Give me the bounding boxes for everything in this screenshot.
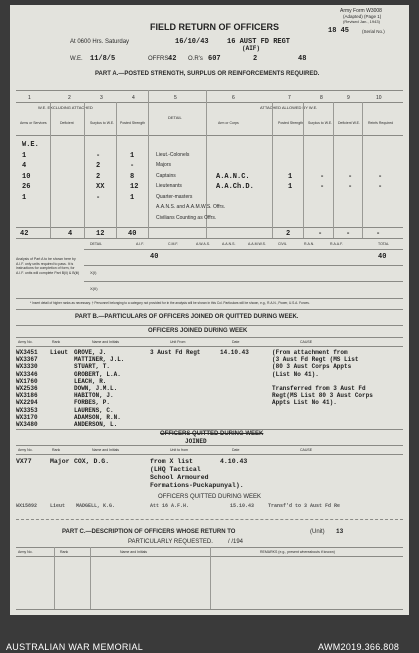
analysis-total-value: 40 <box>378 253 387 261</box>
total-c1: 42 <box>20 230 29 238</box>
part-a-row-c1: W.E. <box>22 141 39 149</box>
joined-head: Rank <box>52 340 61 344</box>
quitted-head: Name and Initials <box>92 448 120 452</box>
col-number-3: 3 <box>100 95 103 101</box>
part-a-row-c3: 2 <box>96 172 101 181</box>
analysis-head: A.I.F. <box>136 242 144 246</box>
total-c9: - <box>346 230 351 238</box>
total-c8: - <box>318 230 323 238</box>
analysis-head: A.W.A.S. <box>196 242 211 246</box>
joined-head: Date <box>232 340 240 344</box>
joined-row-name: LEACH, R. <box>74 377 107 385</box>
part-a-row-c7: 1 <box>288 183 293 191</box>
joined-row-army_no: WX3330 <box>16 363 38 371</box>
quitted-row-rank: Lieut <box>50 503 66 509</box>
joined-row-army_no: WX3480 <box>16 421 38 428</box>
part-a-row-detail: Lieut.-Colonels <box>156 151 190 158</box>
analysis-head: CIVIL <box>278 242 287 246</box>
quitted-head: Rank <box>52 448 61 452</box>
col-number-6: 6 <box>232 95 235 101</box>
quitted-row-army_no: VX77 <box>16 458 32 465</box>
joined-row-army_no: WX1760 <box>16 377 38 385</box>
analysis-head: R.A.A.F. <box>330 242 343 246</box>
part-a-row-c3: - <box>96 151 101 160</box>
quitted-head: CAUSE <box>300 448 313 452</box>
part-a-row-c9: - <box>348 172 353 181</box>
aif-label: (AIF) <box>242 45 261 52</box>
quitted-heading-2: OFFICERS QUITTED DURING WEEK <box>158 494 262 500</box>
part-a-row-c10: - <box>378 183 383 191</box>
joined-row-cause: Regt(MS List 80 3 Aust Corps <box>272 392 373 400</box>
joined-row-name: GROVE, J. <box>74 349 107 356</box>
joined-row-name: LAURENS, C. <box>74 406 114 414</box>
part-a-row-detail: Captains <box>156 172 176 179</box>
total-c2: 4 <box>68 230 73 238</box>
head-posted: Posted Strength <box>120 121 146 125</box>
at-line-label: At 0600 Hrs. Saturday <box>70 39 130 45</box>
head-posted-2: Posted Strength <box>278 121 304 125</box>
analysis-head: DETAIL <box>90 242 102 246</box>
part-c-date-blank: / /194 <box>228 539 244 545</box>
quitted-title-struck: OFFICERS QUITTED DURING WEEK <box>160 431 264 437</box>
analysis-head: A.A.N.S. <box>222 242 236 246</box>
we-value: 11/8/5 <box>90 55 116 63</box>
part-c-head-rank: Rank <box>60 550 69 554</box>
col-number-10: 10 <box>376 95 382 101</box>
col-number-4: 4 <box>132 95 135 101</box>
part-a-row-c4: 1 <box>130 193 135 202</box>
analysis-head: TOTAL <box>378 242 389 246</box>
head-surplus: Surplus to W.E. <box>90 121 115 125</box>
joined-row-cause: (From attachment from <box>272 349 348 356</box>
part-a-row-c7: 1 <box>288 172 293 181</box>
joined-row-cause: (80 3 Aust Corps Appts <box>272 363 352 371</box>
analysis-head: R.A.N. <box>304 242 315 246</box>
joined-head: Name and Initials <box>92 340 120 344</box>
quitted-row-date: 15.10.43 <box>230 503 255 509</box>
head-reinfs: Reinfs Required <box>368 121 394 125</box>
joined-row-date: 14.10.43 <box>220 349 249 356</box>
return-date: 16/10/43 <box>175 38 209 46</box>
part-b-title: PART B.—PARTICULARS OF OFFICERS JOINED OR QUITTED DURING WEEK. <box>75 314 299 320</box>
quitted-head: Army No. <box>18 448 33 452</box>
joined-title: OFFICERS JOINED DURING WEEK <box>148 328 248 334</box>
joined-row-name: DOWN, J.M.L. <box>74 385 118 392</box>
att-ors-value: 48 <box>298 55 307 63</box>
footnote: * Insert detail of higher ranks as necessary. † Personnel belonging to a category not provided for in the analysis will be shown in this Col. Particulars will be shown, e.g., R.A.N., Power, U.S.A. Forces. <box>30 301 310 305</box>
joined-row-cause: Transferred from 3 Aust Fd <box>272 385 366 392</box>
joined-row-name: ADAMSON, R.N. <box>74 413 121 421</box>
quitted-row-name: MADGELL, K.G. <box>76 503 116 509</box>
head-surplus-2: Surplus to W.E. <box>308 121 333 125</box>
head-deficient-2: Deficient W.E. <box>338 121 360 125</box>
archive-footer <box>0 618 419 653</box>
part-a-row-c1: 26 <box>22 183 31 191</box>
footer-left: AUSTRALIAN WAR MEMORIAL <box>6 642 144 652</box>
col-number-9: 9 <box>347 95 350 101</box>
part-c-unit-label: (Unit) <box>310 529 325 535</box>
part-a-row-c10: - <box>378 172 383 181</box>
joined-row-army_no: WX3353 <box>16 406 38 414</box>
joined-row-name: ANDERSON, L. <box>74 421 118 428</box>
joined-row-name: GROBERT, L.A. <box>74 370 121 378</box>
joined-row-cause: (3 Aust Fd Regt (MS List <box>272 356 359 364</box>
army-form-label: Army Form W3008 <box>340 8 382 14</box>
joined-row-unit: 3 Aust Fd Regt <box>150 349 201 356</box>
part-a-row-c1: 1 <box>22 151 27 160</box>
joined-row-army_no: WX3451 <box>16 349 38 356</box>
analysis-aif-value: 40 <box>150 253 159 261</box>
col-number-5: 5 <box>174 95 177 101</box>
part-a-row-c1: 10 <box>22 172 31 181</box>
we-label: W.E. <box>70 56 83 62</box>
head-arms: Arms or Services <box>20 121 47 125</box>
joined-row-army_no: WX3186 <box>16 392 38 400</box>
quitted-head: Date <box>232 448 240 452</box>
group-attached-header: ATTACHED ALLOWED BY W.E. <box>260 105 318 110</box>
adapted-label: (Adapted) (Page 1) <box>343 14 382 19</box>
quitted-row-unit: (LHQ Tactical <box>150 466 201 473</box>
revised-label: (Revised Jan., 1943) <box>343 19 380 24</box>
quitted-row-unit: School Armoured <box>150 474 209 481</box>
quitted-row-unit: from X list <box>150 458 193 465</box>
serial-label: (Serial No.) <box>362 29 385 34</box>
analysis-head: C.M.F. <box>168 242 179 246</box>
part-a-row-c4: 12 <box>130 183 139 191</box>
serial-number: 18 45 <box>328 27 350 35</box>
head-arm-corps: Arm or Corps <box>218 121 239 125</box>
col-number-1: 1 <box>28 95 31 101</box>
form-title: FIELD RETURN OF OFFICERS <box>150 22 279 32</box>
joined-head: Unit From <box>170 340 186 344</box>
joined-row-name: FORBES, P. <box>74 399 111 407</box>
analysis-head: A.A.M.W.S. <box>248 242 266 246</box>
joined-row-name: HABITON, J. <box>74 392 114 400</box>
group-we-header: W.E. EXCLUDING ATTACHED <box>38 105 93 110</box>
part-c-head-name: Name and Initials <box>120 550 148 554</box>
quitted-row-cause: Transf'd to 3 Aust Fd Re <box>268 503 341 509</box>
analysis-row-3: X(II) <box>90 286 98 291</box>
total-c3: 12 <box>96 230 105 238</box>
total-c7: 2 <box>286 230 291 238</box>
joined-row-army_no: WX3170 <box>16 413 38 421</box>
part-a-row-c8: - <box>320 183 325 191</box>
total-c4: 40 <box>128 230 137 238</box>
att-offrs-value: 2 <box>253 55 258 63</box>
part-a-row-detail: Civilians Counting as Offrs. <box>156 214 217 221</box>
part-a-row-c3: - <box>96 193 101 202</box>
part-a-row-detail: Majors <box>156 162 172 168</box>
part-c-unit-value: 13 <box>336 528 344 535</box>
joined-row-cause: (List No 41). <box>272 370 319 378</box>
part-a-row-c1: 4 <box>22 162 27 170</box>
part-a-row-c4: - <box>130 162 135 170</box>
part-a-row-detail: Lieutenants <box>156 183 182 189</box>
analysis-note: Analysis of Part A to be shown here by A.I.F. only units required to pass. It is instructions for completion of form, for A.I.F. units will complete Part B(ii) & B(iii) <box>16 257 80 275</box>
quitted-row-unit: Formations-Puckapunyal). <box>150 482 244 489</box>
joined-row-army_no: WX2536 <box>16 385 38 392</box>
part-a-row-c8: - <box>320 172 325 181</box>
part-a-row-c3: 2 <box>96 162 101 170</box>
joined-row-army_no: WX2294 <box>16 399 38 407</box>
quitted-head: Unit to from <box>170 448 189 452</box>
joined-row-rank: Lieut <box>50 349 69 356</box>
part-c-head-remarks: REMARKS (e.g., present whereabouts if known) <box>260 550 335 554</box>
joined-head: Army No. <box>18 340 33 344</box>
joined-row-name: MATTINER, J.L. <box>74 356 125 364</box>
analysis-row-2: X(I) <box>90 270 97 275</box>
part-a-row-c6: A.A.N.C. <box>216 172 250 181</box>
form-sheet <box>10 5 409 615</box>
part-a-row-c6: A.A.Ch.D. <box>216 183 254 191</box>
head-detail: DETAIL <box>168 115 182 120</box>
quitted-row-rank: Major <box>50 458 70 465</box>
joined-row-cause: Appts List No 41). <box>272 399 337 407</box>
unit-name: 16 AUST FD REGT <box>227 38 291 46</box>
offrs-label: OFFRS. <box>148 56 170 62</box>
col-number-7: 7 <box>288 95 291 101</box>
part-a-row-c9: - <box>348 183 353 191</box>
part-a-row-c4: 1 <box>130 151 135 160</box>
total-c10: - <box>376 230 381 238</box>
col-number-2: 2 <box>68 95 71 101</box>
joined-row-army_no: WX3346 <box>16 370 38 378</box>
part-a-row-c3: XX <box>96 183 105 191</box>
part-a-row-c4: 8 <box>130 172 135 181</box>
part-c-requested: PARTICULARLY REQUESTED. <box>128 539 213 545</box>
joined-row-army_no: WX3367 <box>16 356 38 364</box>
quitted-row-date: 4.10.43 <box>220 458 248 465</box>
joined-row-name: STUART, T. <box>74 363 111 371</box>
quitted-row-unit: Att 16 A.F.H. <box>150 503 190 509</box>
joined-label-over: JOINED <box>185 438 207 445</box>
part-c-head-army: Army No. <box>18 550 33 554</box>
quitted-row-army-no: WX15892 <box>16 503 38 509</box>
part-c-title: PART C.—DESCRIPTION OF OFFICERS WHOSE RETURN TO <box>62 529 236 535</box>
part-a-row-detail: Quarter-masters <box>156 193 193 200</box>
col-number-8: 8 <box>320 95 323 101</box>
part-a-row-detail: A.A.N.S. and A.A.M.W.S. Offrs. <box>156 204 226 210</box>
part-a-title: PART A.—POSTED STRENGTH, SURPLUS OR REINFORCEMENTS REQUIRED. <box>95 71 320 77</box>
ors-label: O.R's <box>188 56 203 62</box>
joined-head: CAUSE <box>300 340 313 344</box>
ors-value: 607 <box>208 55 221 63</box>
offrs-value: 42 <box>168 55 177 63</box>
part-a-row-c1: 1 <box>22 193 27 202</box>
footer-right: AWM2019.366.808 <box>318 642 400 652</box>
head-deficient: Deficient <box>60 121 74 125</box>
quitted-row-name: COX, D.G. <box>74 458 110 465</box>
